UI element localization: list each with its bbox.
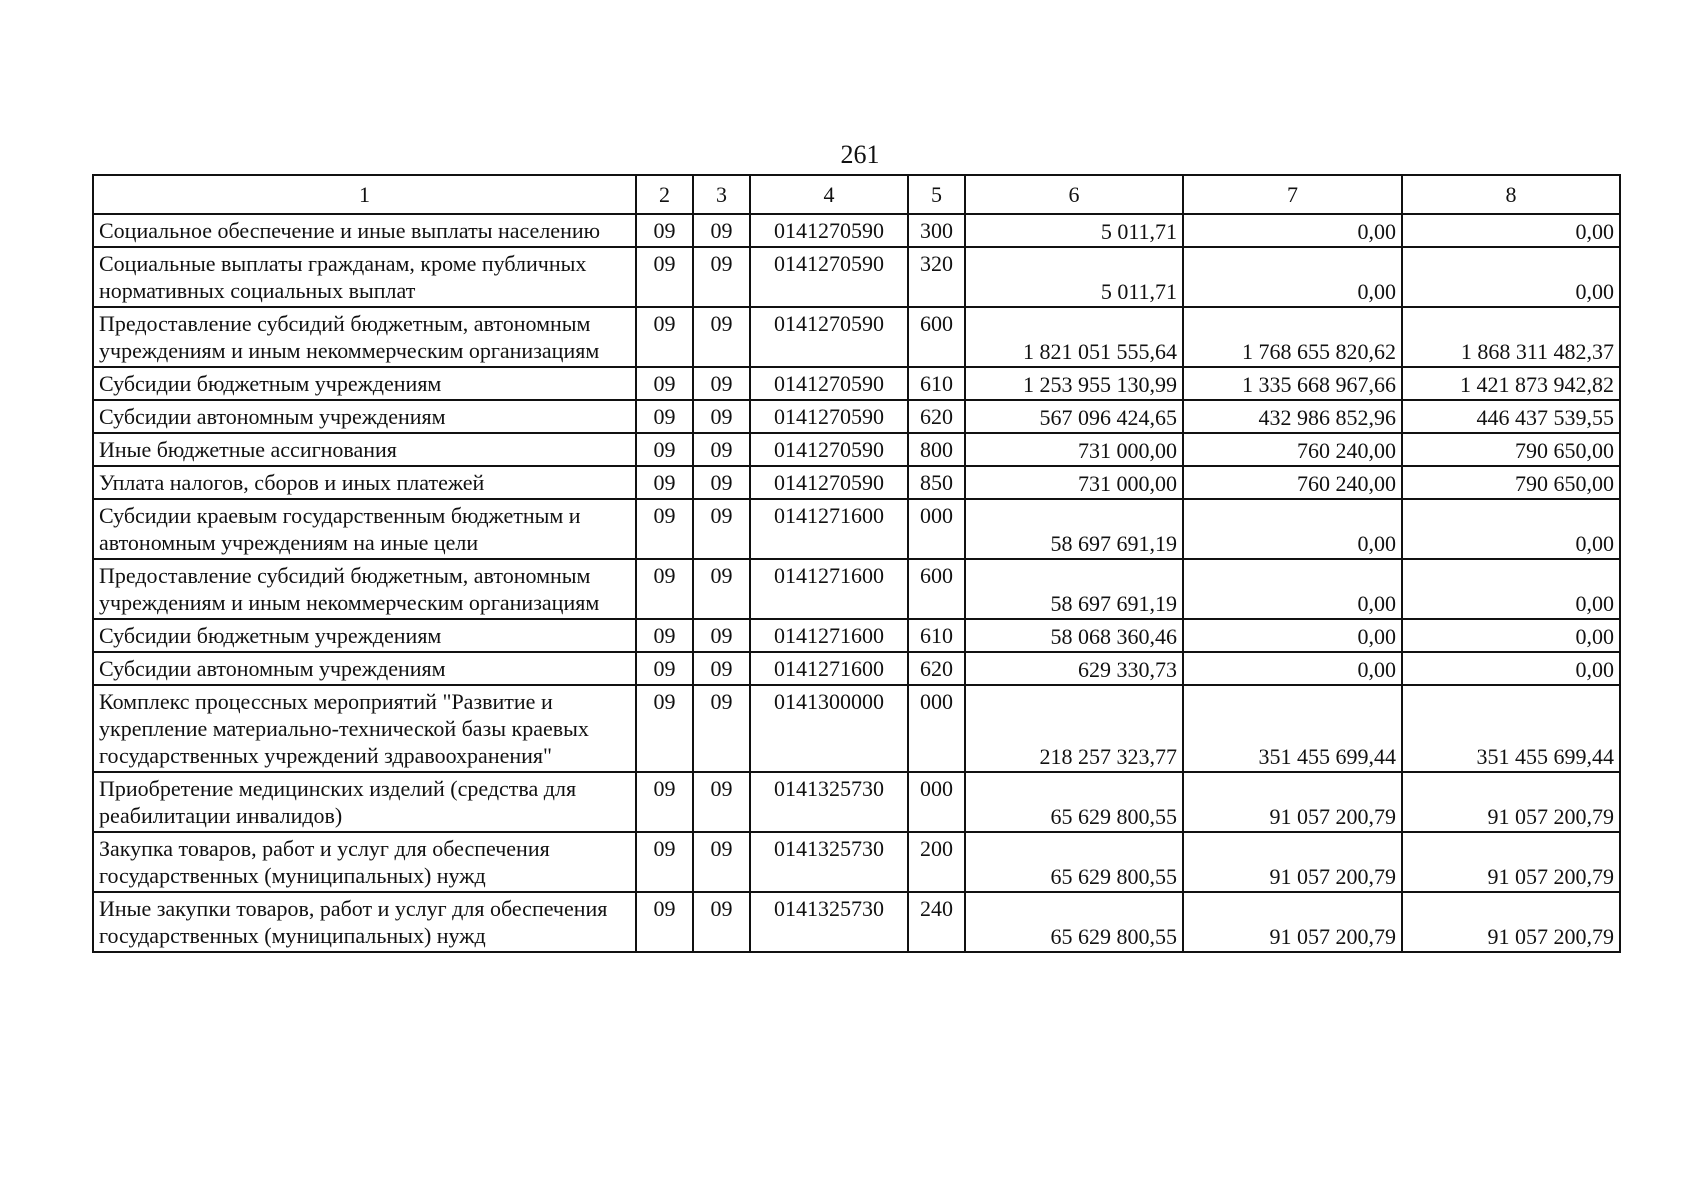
row-amount-col7: 0,00 bbox=[1183, 559, 1402, 619]
row-name: Субсидии автономным учреждениям bbox=[93, 652, 636, 685]
row-amount-col8: 1 868 311 482,37 bbox=[1402, 307, 1620, 367]
row-code-section: 09 bbox=[636, 466, 693, 499]
table-row bbox=[93, 832, 1620, 892]
table-row bbox=[93, 772, 1620, 832]
row-code-subsection: 09 bbox=[693, 307, 750, 367]
budget-table bbox=[92, 174, 1621, 953]
table-row bbox=[93, 559, 1620, 619]
row-code-expense-type: 620 bbox=[908, 400, 965, 433]
row-amount-col8: 351 455 699,44 bbox=[1402, 685, 1620, 772]
row-amount-col7: 91 057 200,79 bbox=[1183, 772, 1402, 832]
row-amount-col7: 760 240,00 bbox=[1183, 433, 1402, 466]
row-code-subsection: 09 bbox=[693, 466, 750, 499]
table-row bbox=[93, 892, 1620, 952]
row-code-subsection: 09 bbox=[693, 400, 750, 433]
row-amount-col7: 91 057 200,79 bbox=[1183, 892, 1402, 952]
table-row bbox=[93, 433, 1620, 466]
row-amount-col6: 629 330,73 bbox=[965, 652, 1183, 685]
row-code-expense-type: 600 bbox=[908, 559, 965, 619]
row-name: Субсидии бюджетным учреждениям bbox=[93, 619, 636, 652]
row-code-subsection: 09 bbox=[693, 772, 750, 832]
row-amount-col8: 790 650,00 bbox=[1402, 466, 1620, 499]
row-code-target: 0141270590 bbox=[750, 433, 908, 466]
row-amount-col6: 731 000,00 bbox=[965, 466, 1183, 499]
row-amount-col8: 0,00 bbox=[1402, 247, 1620, 307]
header-col-3: 3 bbox=[693, 175, 750, 214]
table-row bbox=[93, 367, 1620, 400]
row-code-expense-type: 000 bbox=[908, 685, 965, 772]
row-amount-col8: 91 057 200,79 bbox=[1402, 832, 1620, 892]
row-amount-col6: 65 629 800,55 bbox=[965, 772, 1183, 832]
row-name: Социальные выплаты гражданам, кроме публичных нормативных социальных выплат bbox=[93, 247, 636, 307]
header-row bbox=[93, 175, 1620, 214]
row-code-target: 0141325730 bbox=[750, 832, 908, 892]
row-code-section: 09 bbox=[636, 307, 693, 367]
row-code-subsection: 09 bbox=[693, 499, 750, 559]
table-row bbox=[93, 499, 1620, 559]
row-amount-col8: 0,00 bbox=[1402, 214, 1620, 247]
row-code-section: 09 bbox=[636, 559, 693, 619]
row-name: Предоставление субсидий бюджетным, автономным учреждениям и иным некоммерческим организациям bbox=[93, 559, 636, 619]
row-amount-col8: 91 057 200,79 bbox=[1402, 772, 1620, 832]
row-amount-col7: 0,00 bbox=[1183, 247, 1402, 307]
row-amount-col6: 65 629 800,55 bbox=[965, 832, 1183, 892]
row-code-subsection: 09 bbox=[693, 559, 750, 619]
row-code-section: 09 bbox=[636, 619, 693, 652]
row-code-section: 09 bbox=[636, 892, 693, 952]
table-row bbox=[93, 685, 1620, 772]
header-col-8: 8 bbox=[1402, 175, 1620, 214]
row-code-subsection: 09 bbox=[693, 247, 750, 307]
row-code-subsection: 09 bbox=[693, 619, 750, 652]
row-amount-col7: 0,00 bbox=[1183, 214, 1402, 247]
row-code-target: 0141270590 bbox=[750, 367, 908, 400]
header-col-6: 6 bbox=[965, 175, 1183, 214]
table-row bbox=[93, 400, 1620, 433]
row-code-expense-type: 800 bbox=[908, 433, 965, 466]
row-name: Социальное обеспечение и иные выплаты населению bbox=[93, 214, 636, 247]
row-code-section: 09 bbox=[636, 247, 693, 307]
row-code-target: 0141270590 bbox=[750, 214, 908, 247]
row-code-section: 09 bbox=[636, 400, 693, 433]
row-name: Субсидии краевым государственным бюджетным и автономным учреждениям на иные цели bbox=[93, 499, 636, 559]
table-body bbox=[93, 214, 1620, 952]
row-amount-col7: 91 057 200,79 bbox=[1183, 832, 1402, 892]
row-code-expense-type: 610 bbox=[908, 619, 965, 652]
table-row bbox=[93, 247, 1620, 307]
row-code-section: 09 bbox=[636, 772, 693, 832]
row-code-section: 09 bbox=[636, 685, 693, 772]
row-code-subsection: 09 bbox=[693, 214, 750, 247]
row-code-section: 09 bbox=[636, 433, 693, 466]
row-code-target: 0141271600 bbox=[750, 652, 908, 685]
header-col-4: 4 bbox=[750, 175, 908, 214]
row-code-expense-type: 300 bbox=[908, 214, 965, 247]
row-amount-col8: 0,00 bbox=[1402, 499, 1620, 559]
row-code-expense-type: 320 bbox=[908, 247, 965, 307]
row-amount-col6: 58 068 360,46 bbox=[965, 619, 1183, 652]
row-amount-col8: 790 650,00 bbox=[1402, 433, 1620, 466]
row-code-target: 0141270590 bbox=[750, 307, 908, 367]
row-amount-col6: 58 697 691,19 bbox=[965, 559, 1183, 619]
row-amount-col7: 0,00 bbox=[1183, 499, 1402, 559]
row-name: Субсидии бюджетным учреждениям bbox=[93, 367, 636, 400]
header-col-7: 7 bbox=[1183, 175, 1402, 214]
row-amount-col7: 432 986 852,96 bbox=[1183, 400, 1402, 433]
row-code-expense-type: 620 bbox=[908, 652, 965, 685]
row-amount-col6: 1 253 955 130,99 bbox=[965, 367, 1183, 400]
row-code-subsection: 09 bbox=[693, 367, 750, 400]
row-code-target: 0141271600 bbox=[750, 499, 908, 559]
row-code-target: 0141270590 bbox=[750, 466, 908, 499]
table-row bbox=[93, 214, 1620, 247]
row-amount-col6: 731 000,00 bbox=[965, 433, 1183, 466]
row-amount-col8: 0,00 bbox=[1402, 652, 1620, 685]
row-amount-col6: 58 697 691,19 bbox=[965, 499, 1183, 559]
row-amount-col7: 1 768 655 820,62 bbox=[1183, 307, 1402, 367]
row-code-section: 09 bbox=[636, 367, 693, 400]
row-amount-col6: 5 011,71 bbox=[965, 214, 1183, 247]
row-name: Приобретение медицинских изделий (средства для реабилитации инвалидов) bbox=[93, 772, 636, 832]
row-code-expense-type: 850 bbox=[908, 466, 965, 499]
row-code-section: 09 bbox=[636, 214, 693, 247]
row-code-subsection: 09 bbox=[693, 832, 750, 892]
row-code-expense-type: 610 bbox=[908, 367, 965, 400]
row-name: Закупка товаров, работ и услуг для обеспечения государственных (муниципальных) нужд bbox=[93, 832, 636, 892]
row-code-subsection: 09 bbox=[693, 652, 750, 685]
row-amount-col7: 0,00 bbox=[1183, 652, 1402, 685]
table-header bbox=[93, 175, 1620, 214]
row-code-section: 09 bbox=[636, 832, 693, 892]
row-amount-col8: 0,00 bbox=[1402, 619, 1620, 652]
row-amount-col6: 1 821 051 555,64 bbox=[965, 307, 1183, 367]
row-code-target: 0141325730 bbox=[750, 772, 908, 832]
row-amount-col8: 446 437 539,55 bbox=[1402, 400, 1620, 433]
header-col-2: 2 bbox=[636, 175, 693, 214]
row-name: Субсидии автономным учреждениям bbox=[93, 400, 636, 433]
row-amount-col8: 0,00 bbox=[1402, 559, 1620, 619]
row-amount-col8: 91 057 200,79 bbox=[1402, 892, 1620, 952]
row-code-target: 0141271600 bbox=[750, 559, 908, 619]
row-amount-col8: 1 421 873 942,82 bbox=[1402, 367, 1620, 400]
row-amount-col6: 5 011,71 bbox=[965, 247, 1183, 307]
row-code-target: 0141300000 bbox=[750, 685, 908, 772]
row-code-target: 0141271600 bbox=[750, 619, 908, 652]
header-col-1: 1 bbox=[93, 175, 636, 214]
row-name: Комплекс процессных мероприятий "Развитие и укрепление материально-технической базы краевых государственных учреждений здравоохранения" bbox=[93, 685, 636, 772]
row-amount-col7: 1 335 668 967,66 bbox=[1183, 367, 1402, 400]
table-row bbox=[93, 466, 1620, 499]
row-code-target: 0141270590 bbox=[750, 247, 908, 307]
row-code-expense-type: 600 bbox=[908, 307, 965, 367]
row-code-subsection: 09 bbox=[693, 892, 750, 952]
row-name: Уплата налогов, сборов и иных платежей bbox=[93, 466, 636, 499]
row-code-subsection: 09 bbox=[693, 685, 750, 772]
row-amount-col7: 0,00 bbox=[1183, 619, 1402, 652]
row-code-expense-type: 240 bbox=[908, 892, 965, 952]
row-code-target: 0141325730 bbox=[750, 892, 908, 952]
row-code-expense-type: 000 bbox=[908, 499, 965, 559]
row-amount-col6: 65 629 800,55 bbox=[965, 892, 1183, 952]
row-code-target: 0141270590 bbox=[750, 400, 908, 433]
row-code-expense-type: 200 bbox=[908, 832, 965, 892]
row-code-section: 09 bbox=[636, 652, 693, 685]
row-amount-col7: 351 455 699,44 bbox=[1183, 685, 1402, 772]
table-row bbox=[93, 307, 1620, 367]
row-code-expense-type: 000 bbox=[908, 772, 965, 832]
row-amount-col6: 218 257 323,77 bbox=[965, 685, 1183, 772]
header-col-5: 5 bbox=[908, 175, 965, 214]
row-name: Иные бюджетные ассигнования bbox=[93, 433, 636, 466]
row-name: Иные закупки товаров, работ и услуг для обеспечения государственных (муниципальных) нужд bbox=[93, 892, 636, 952]
row-name: Предоставление субсидий бюджетным, автономным учреждениям и иным некоммерческим организациям bbox=[93, 307, 636, 367]
row-amount-col7: 760 240,00 bbox=[1183, 466, 1402, 499]
row-code-subsection: 09 bbox=[693, 433, 750, 466]
page-number: 261 bbox=[840, 140, 880, 169]
row-amount-col6: 567 096 424,65 bbox=[965, 400, 1183, 433]
table-row bbox=[93, 652, 1620, 685]
table-row bbox=[93, 619, 1620, 652]
row-code-section: 09 bbox=[636, 499, 693, 559]
